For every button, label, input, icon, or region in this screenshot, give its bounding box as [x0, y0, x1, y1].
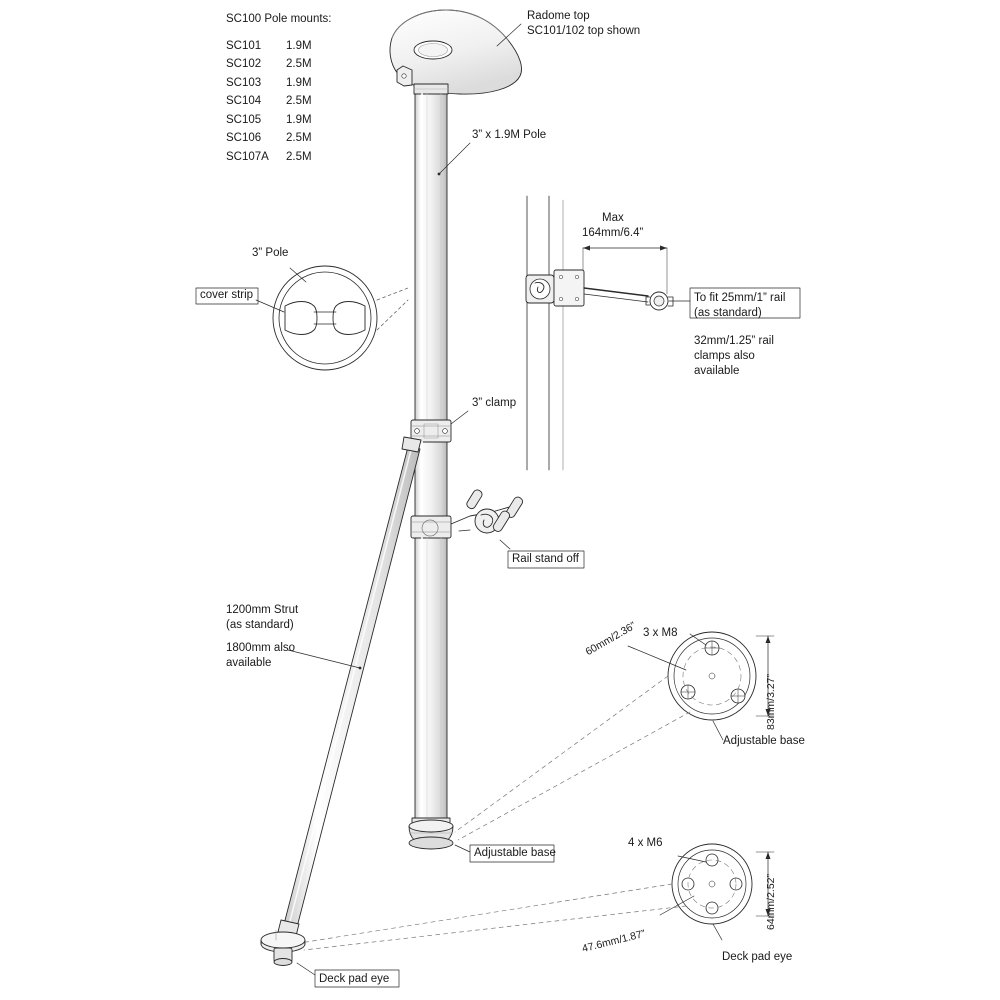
callout-rail-fit-4: clamps also [694, 350, 755, 362]
rail-clamp-detail [526, 196, 800, 470]
dim-max-value: 164mm/6.4” [582, 227, 644, 239]
part-length: 1.9M [286, 113, 312, 126]
callout-strut-4: available [226, 657, 272, 669]
callout-cover-strip: cover strip [200, 289, 254, 301]
strut [278, 437, 421, 936]
callout-clamp: 3” clamp [472, 397, 517, 409]
part-length: 2.5M [286, 58, 312, 70]
callout-deck-pad-eye-pole: Deck pad eye [319, 973, 390, 985]
dim-deck-pcd: 47.6mm/1.87” [580, 927, 647, 956]
dim-base-height: 83mm/3.27” [765, 673, 777, 730]
part-length: 2.5M [286, 95, 312, 107]
callout-pole: 3” x 1.9M Pole [472, 129, 547, 141]
parts-list [226, 10, 331, 166]
callout-strut-2: (as standard) [226, 619, 294, 631]
callout-rail-fit-5: available [694, 365, 740, 377]
pole-cross-section-detail [196, 266, 408, 370]
part-length: 1.9M [286, 39, 312, 52]
dim-max-label: Max [602, 212, 624, 224]
part-code: SC106 [226, 132, 262, 144]
callout-deck-bolts: 4 x M6 [628, 837, 663, 849]
rail-stand-off-part [451, 488, 524, 549]
pole-clamp-lower [411, 516, 451, 538]
dim-base-pcd: 60mm/2.36” [583, 619, 639, 659]
dim-deck-height: 64mm/2.52” [765, 873, 777, 930]
part-code: SC103 [226, 76, 262, 89]
deck-pad-eye-part [261, 930, 305, 966]
radome-top-plate [390, 10, 522, 94]
callout-rail-stand-off: Rail stand off [512, 553, 579, 565]
parts-list-title: SC100 Pole mounts: [226, 13, 332, 25]
parts-list-row [226, 92, 331, 111]
parts-list-row [226, 37, 331, 56]
pole-clamp-upper [411, 420, 451, 442]
pole-adjustable-base [409, 818, 453, 849]
part-length: 2.5M [286, 150, 312, 163]
callout-rail-fit-3: 32mm/1.25” rail [694, 335, 774, 347]
callout-strut-1: 1200mm Strut [226, 604, 299, 616]
callout-adjustable-base-detail: Adjustable base [723, 735, 805, 747]
callout-strut-3: 1800mm also [226, 642, 296, 654]
callout-adjustable-base-pole: Adjustable base [474, 847, 556, 859]
part-code: SC102 [226, 58, 262, 70]
part-length: 1.9M [286, 76, 312, 89]
callout-radome-top-sub: SC101/102 top shown [527, 25, 641, 37]
callout-rail-fit-1: To fit 25mm/1” rail [694, 292, 786, 304]
part-code: SC105 [226, 113, 262, 126]
parts-list-row [226, 111, 331, 130]
parts-list-row [226, 55, 331, 74]
part-code: SC104 [226, 95, 262, 107]
callout-radome-top: Radome top [527, 10, 590, 22]
parts-list-row [226, 148, 331, 167]
callout-deck-pad-eye-detail: Deck pad eye [722, 951, 793, 963]
callout-base-bolts: 3 x M8 [643, 627, 678, 639]
callout-rail-fit-2: (as standard) [694, 307, 762, 319]
part-code: SC107A [226, 150, 269, 163]
part-code: SC101 [226, 39, 262, 52]
parts-list-row [226, 74, 331, 93]
parts-list-row [226, 129, 331, 148]
part-length: 2.5M [286, 132, 312, 144]
callout-pole-section: 3” Pole [252, 247, 289, 259]
